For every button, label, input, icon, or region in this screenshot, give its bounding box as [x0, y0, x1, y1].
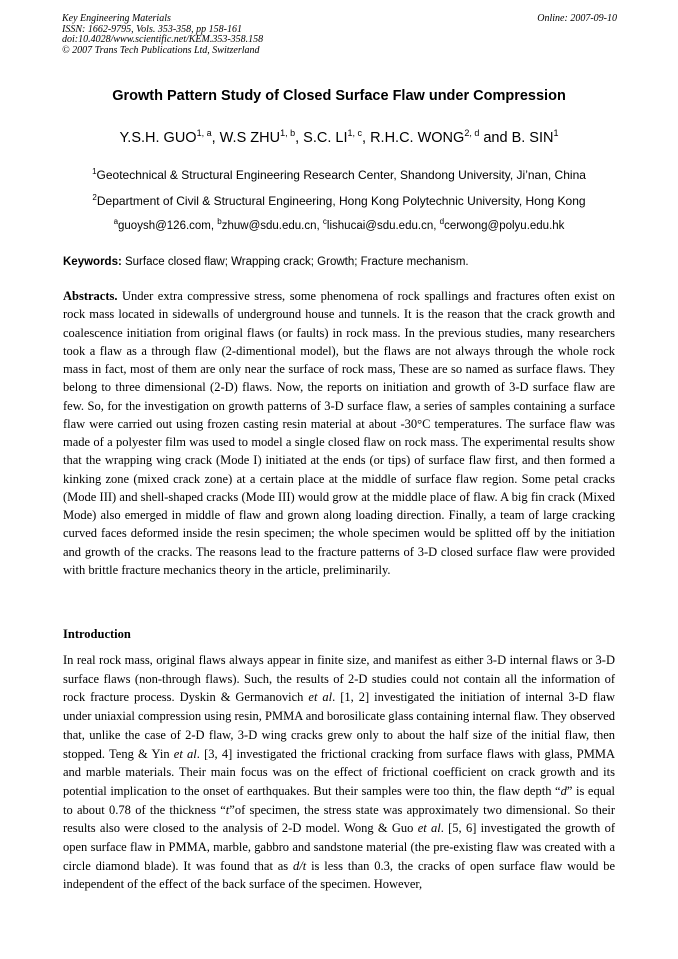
author-name: B. SIN — [511, 129, 554, 146]
author-name: Y.S.H. GUO — [119, 129, 197, 146]
doi-line: doi:10.4028/www.scientific.net/KEM.353-358.158 — [62, 34, 264, 45]
intro-italic-text: et al — [173, 746, 197, 761]
email-mark: a — [113, 217, 119, 226]
author-separator: , — [295, 129, 304, 146]
author-name: R.H.C. WONG — [370, 129, 465, 146]
affiliation-text: Geotechnical & Structural Engineering Research Center, Shandong University, Ji’nan, China — [96, 168, 586, 182]
intro-text: . [5, 6] investigated the growth of open surface flaw in PMMA, marble, gabbro and sandstone material (the pre-existing flaw was created with a circle diamond blade). It was found that as — [63, 821, 615, 873]
issn-line: ISSN: 1662-9795, Vols. 353-358, pp 158-161 — [62, 23, 242, 35]
author-separator: and — [479, 129, 512, 146]
keywords-label: Keywords: — [63, 256, 122, 268]
author-name: W.S ZHU — [219, 129, 281, 146]
intro-text: ” is equal to about 0.78 of the thickness “ — [63, 783, 615, 817]
author-separator: , — [211, 129, 220, 146]
abstract-paragraph — [63, 287, 615, 579]
abstract-label: Abstracts. — [63, 289, 118, 303]
email-address: guoysh@126.com, — [118, 219, 218, 232]
journal-name: Key Engineering Materials — [62, 13, 171, 24]
introduction-paragraph — [63, 651, 615, 894]
affiliation-2 — [0, 193, 678, 208]
email-mark: d — [439, 217, 445, 226]
publication-info — [62, 14, 617, 56]
intro-text: In real rock mass, original flaws always appear in finite size, and manifest as either 3-D internal flaws or 3-D surface flaws (non-through flaws). Such, the results of 2-D studies could not contain all the information of rock fracture process. Dyskin & Germanovich — [63, 653, 615, 705]
intro-text: ”of specimen, the stress state was approximately two dimensional. So their results also were closed to the analysis of 2-D model. Wong & Guo — [63, 802, 615, 836]
email-address: lishucai@sdu.edu.cn, — [326, 219, 440, 232]
intro-text: . [3, 4] investigated the frictional cracking from surface flaws with glass, PMMA and marble materials. Their main focus was on the effect of frictional coefficient on crack growth and its potential implication to the onset of earthquakes. But their samples were too thin, the flaw depth “ — [63, 746, 615, 798]
paper-title: Growth Pattern Study of Closed Surface Flaw under Compression — [112, 88, 566, 104]
copyright-line: © 2007 Trans Tech Publications Ltd, Switzerland — [62, 44, 260, 56]
abstract-text: Under extra compressive stress, some phenomena of rock spallings and fractures often exist on rock mass located in sidewalls of underground house and tunnels. It is the reason that the crack growth and coalescence initiation from original flaws (or faults) in rock mass. In the previous studies, many researchers took a flaw as a through flaw (2-dimentional model), but the flaws are not always through the whole rock mass in fact, most of them are only near the surface of rock mass, These are so named as surface flaws. They belong to three dimensional (2-D) flaws. Now, the reports on initiation and growth of 3-D surface flaw are few. So, for the investigation on growth patterns of 3-D surface flaw, a series of samples containing a surface flaw were carried out using frozen casting resin material at about -30°C temperatures. The surface flaw was made of a polyester film was used to model a single closed flaw on rock mass. The experimental results show that the wrapping wing crack (Mode I) initiated at the ends (or tips) of surface flaw first, and then formed a kinking zone (mixed crack zone) at a certain place at the middle of surface flaw region. Some petal cracks (Mode III) and shell-shaped cracks (Mode III) would grow at the middle place of flaw. A big fin crack (Mixed Mode) also emerged in middle of flaw and grown along loading direction. Finally, a team of large cracking curved faces deformed inside the resin specimen; the whole specimen would be splitted off by the initiation and growth of the cracks. The reasons lead to the fracture patterns of 3-D closed surface flaw were provided with brittle fracture mechanics theory in the article, preliminarily. — [63, 289, 615, 577]
affiliation-mark: 2 — [92, 193, 97, 202]
author-affiliation-mark: 2, d — [464, 128, 480, 138]
keywords — [63, 256, 469, 268]
author-separator: , — [362, 129, 371, 146]
intro-italic-text: et al — [308, 690, 333, 705]
author-affiliation-mark: 1 — [553, 128, 559, 138]
email-address: zhuw@sdu.edu.cn, — [221, 219, 323, 232]
email-address: cerwong@polyu.edu.hk — [444, 219, 565, 232]
email-mark: c — [322, 217, 327, 226]
author-affiliation-mark: 1, a — [196, 128, 212, 138]
author-affiliation-mark: 1, c — [347, 128, 362, 138]
intro-italic-text: et al — [417, 821, 441, 836]
intro-italic-text: d/t — [293, 858, 307, 873]
online-date: Online: 2007-09-10 — [537, 13, 617, 24]
intro-italic-text: t — [225, 802, 230, 817]
affiliation-text: Department of Civil & Structural Engineering, Hong Kong Polytechnic University, Hong Kong — [96, 194, 586, 208]
intro-italic-text: d — [560, 783, 567, 798]
author-name: S.C. LI — [303, 129, 348, 146]
affiliation-mark: 1 — [92, 167, 97, 176]
author-emails — [0, 217, 678, 232]
intro-text: . [1, 2] investigated the initiation of internal 3-D flaw under uniaxial compression using resin, PMMA and borosilicate glass containing internal flaw. They observed that, unlike the case of 2-D flaw, 3-D wing cracks grew only to about the half size of the initial flaw, then stopped. Teng & Yin — [63, 690, 615, 761]
author-list — [0, 128, 678, 146]
intro-text: is less than 0.3, the cracks of open surface flaw would be independent of the effect of the back surface of the specimen. However, — [63, 858, 616, 892]
keywords-text: Surface closed flaw; Wrapping crack; Growth; Fracture mechanism. — [121, 256, 469, 268]
author-affiliation-mark: 1, b — [280, 128, 296, 138]
section-heading-introduction: Introduction — [63, 627, 131, 641]
email-mark: b — [217, 217, 222, 226]
affiliation-1 — [0, 167, 678, 182]
